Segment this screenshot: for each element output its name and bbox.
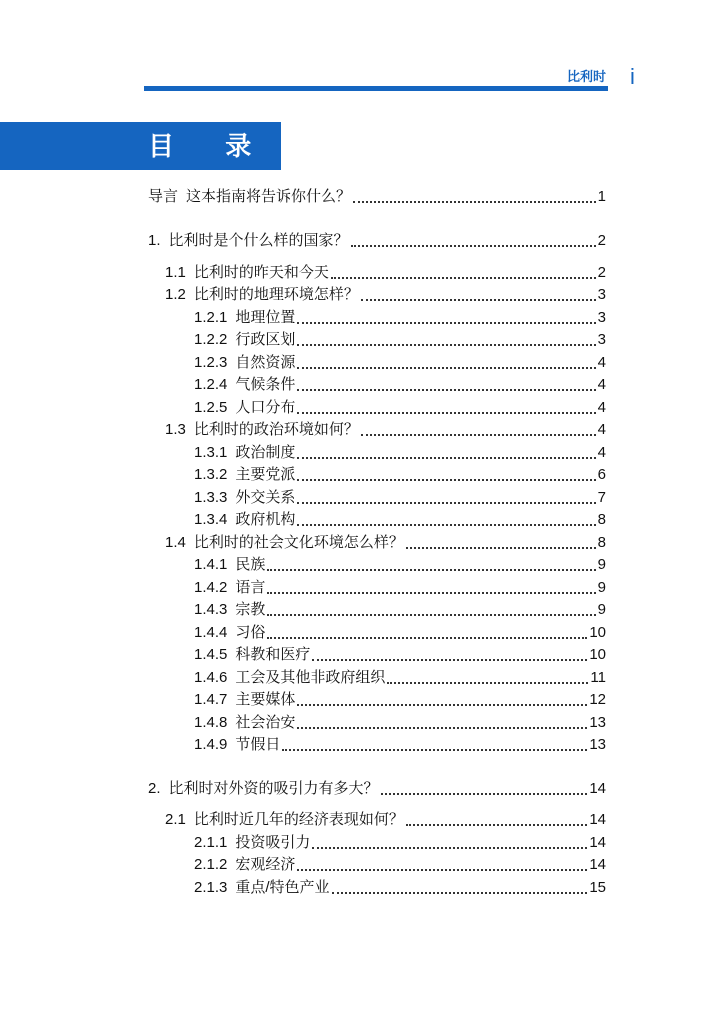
- toc-entry-title: 比利时的地理环境怎样？: [193, 286, 359, 303]
- toc-entry[interactable]: [194, 854, 606, 876]
- toc-leader: [297, 464, 595, 481]
- toc-entry-number: 1.4.9: [194, 736, 228, 753]
- toc-leader: [297, 712, 587, 729]
- toc-title: 目 录: [148, 131, 274, 161]
- toc-entry-number: 2.1.2: [194, 856, 228, 873]
- toc-leader: [267, 622, 587, 639]
- toc-entry[interactable]: [194, 712, 606, 734]
- toc-entry-title: 工会及其他非政府组织: [235, 669, 386, 686]
- toc-entry-title: 投资吸引力: [235, 834, 311, 851]
- toc-entry[interactable]: [194, 352, 606, 374]
- toc-entry-title: 比利时的昨天和今天: [193, 264, 329, 281]
- toc-leader: [297, 854, 587, 871]
- toc-entry-page: 4: [597, 399, 606, 416]
- toc-leader: [297, 374, 595, 391]
- toc-entry-title: 重点/特色产业: [235, 879, 330, 896]
- toc-entry-title: 比利时是个什么样的国家？: [168, 232, 349, 249]
- toc-entry-title: 比利时近几年的经济表现如何？: [193, 811, 404, 828]
- toc-entry-title: 外交关系: [235, 489, 296, 506]
- toc-entry-page: 8: [597, 511, 606, 528]
- toc-entry[interactable]: [194, 599, 606, 621]
- toc-entry-number: 1.4.6: [194, 669, 228, 686]
- toc-entry[interactable]: [194, 877, 606, 899]
- toc-entry[interactable]: [194, 644, 606, 666]
- toc-entry[interactable]: [165, 262, 606, 284]
- toc-entry-number: 1.4.8: [194, 714, 228, 731]
- toc-entry-number: 1.4.3: [194, 601, 228, 618]
- toc-leader: [332, 877, 588, 894]
- toc-entry-number: 1.: [148, 232, 161, 249]
- toc-leader: [297, 442, 595, 459]
- toc-leader: [267, 577, 595, 594]
- toc-entry[interactable]: [165, 284, 606, 306]
- toc-entry-title: 习俗: [235, 624, 266, 641]
- toc-entry[interactable]: [194, 734, 606, 756]
- toc-entry-number: 1.4.7: [194, 691, 228, 708]
- toc-entry-title: 人口分布: [235, 399, 296, 416]
- toc-entry-page: 1: [597, 188, 606, 205]
- toc-entry-page: 8: [597, 534, 606, 551]
- toc-entry-title: 地理位置: [235, 309, 296, 326]
- toc-entry-number: 1.4.1: [194, 556, 228, 573]
- toc-entry-title: 比利时的社会文化环境怎么样？: [193, 534, 404, 551]
- toc-leader: [361, 284, 596, 301]
- toc-entry[interactable]: [148, 230, 606, 252]
- toc-entry[interactable]: [194, 832, 606, 854]
- toc-entry-title: 政治制度: [235, 444, 296, 461]
- toc-entry-page: 13: [589, 714, 606, 731]
- toc-entry[interactable]: [194, 397, 606, 419]
- toc-entry-number: 1.3.1: [194, 444, 228, 461]
- toc-entry-page: 9: [597, 601, 606, 618]
- toc-entry-title: 这本指南将告诉你什么？: [186, 188, 352, 205]
- toc-entry[interactable]: [165, 809, 606, 831]
- toc-entry-page: 7: [597, 489, 606, 506]
- toc-entry[interactable]: [194, 554, 606, 576]
- toc-leader: [406, 532, 596, 549]
- toc-entry-title: 自然资源: [235, 354, 296, 371]
- toc-entry-number: 1.3.4: [194, 511, 228, 528]
- toc-entry-page: 4: [597, 421, 606, 438]
- toc-leader: [267, 599, 595, 616]
- toc-entry-number: 导言: [148, 188, 179, 205]
- running-header-title: 比利时: [566, 69, 606, 84]
- toc-entry-page: 13: [589, 736, 606, 753]
- toc-entry-title: 政府机构: [235, 511, 296, 528]
- toc-entry-title: 行政区划: [235, 331, 296, 348]
- toc-entry[interactable]: [194, 464, 606, 486]
- toc-entry-number: 1.4: [165, 534, 186, 551]
- toc-entry-page: 4: [597, 376, 606, 393]
- toc-entry-page: 10: [589, 624, 606, 641]
- toc-entry-title: 比利时的政治环境如何？: [193, 421, 359, 438]
- toc-leader: [406, 809, 587, 826]
- toc-entry-number: 1.3.2: [194, 466, 228, 483]
- toc-entry-page: 12: [589, 691, 606, 708]
- toc-leader: [381, 778, 588, 795]
- toc-entry-page: 6: [597, 466, 606, 483]
- toc-entry-page: 14: [589, 834, 606, 851]
- toc-entry-title: 语言: [235, 579, 266, 596]
- toc-entry-title: 气候条件: [235, 376, 296, 393]
- toc-entry-page: 14: [589, 856, 606, 873]
- toc-entry-page: 14: [589, 780, 606, 797]
- toc-entry-title: 宏观经济: [235, 856, 296, 873]
- toc-entry-title: 科教和医疗: [235, 646, 311, 663]
- toc-entry-number: 1.2.5: [194, 399, 228, 416]
- toc-entry-page: 3: [597, 286, 606, 303]
- toc-leader: [297, 307, 595, 324]
- toc-entry-number: 1.2: [165, 286, 186, 303]
- toc-entry[interactable]: [194, 329, 606, 351]
- toc-banner: [0, 122, 281, 170]
- toc-entry-number: 2.: [148, 780, 161, 797]
- toc-leader: [297, 397, 595, 414]
- toc-entry-number: 2.1.1: [194, 834, 228, 851]
- toc-entry-title: 社会治安: [235, 714, 296, 731]
- toc-leader: [312, 644, 587, 661]
- toc-entry[interactable]: [165, 532, 606, 554]
- toc-entry-title: 宗教: [235, 601, 266, 618]
- toc-entry-page: 4: [597, 444, 606, 461]
- toc-entry[interactable]: [194, 689, 606, 711]
- toc-entry-number: 1.4.5: [194, 646, 228, 663]
- toc-leader: [297, 329, 595, 346]
- toc-entry-number: 1.2.1: [194, 309, 228, 326]
- toc-leader: [297, 487, 595, 504]
- toc-entry-number: 2.1.3: [194, 879, 228, 896]
- toc-entry[interactable]: [194, 307, 606, 329]
- toc-entry-page: 9: [597, 556, 606, 573]
- toc-leader: [282, 734, 587, 751]
- toc-entry[interactable]: [194, 622, 606, 644]
- toc-entry-page: 10: [589, 646, 606, 663]
- toc-leader: [312, 832, 587, 849]
- toc-entry[interactable]: [194, 442, 606, 464]
- toc-entry-title: 比利时对外资的吸引力有多大？: [168, 780, 379, 797]
- toc-entry-number: 1.1: [165, 264, 186, 281]
- toc-leader: [267, 554, 595, 571]
- toc-entry[interactable]: [148, 778, 606, 800]
- toc-entry[interactable]: [194, 374, 606, 396]
- toc-leader: [297, 352, 595, 369]
- toc-entry-number: 1.4.4: [194, 624, 228, 641]
- toc-leader: [331, 262, 596, 279]
- toc-entry-number: 1.4.2: [194, 579, 228, 596]
- toc-leader: [297, 689, 587, 706]
- toc-leader: [297, 509, 595, 526]
- toc-entry-title: 主要媒体: [235, 691, 296, 708]
- toc-entry-title: 主要党派: [235, 466, 296, 483]
- toc-entry-number: 1.3.3: [194, 489, 228, 506]
- toc-entry[interactable]: [148, 186, 606, 208]
- toc-entry-page: 3: [597, 331, 606, 348]
- toc-entry[interactable]: [194, 667, 606, 689]
- toc-entry-page: 3: [597, 309, 606, 326]
- toc-entry-page: 11: [590, 669, 606, 686]
- toc-entry-number: 1.3: [165, 421, 186, 438]
- toc-entry[interactable]: [194, 509, 606, 531]
- toc-entry[interactable]: [194, 577, 606, 599]
- toc-entry[interactable]: [165, 419, 606, 441]
- toc-leader: [387, 667, 588, 684]
- toc-leader: [351, 230, 596, 247]
- header-rule: [144, 86, 608, 91]
- toc-entry-page: 14: [589, 811, 606, 828]
- toc-entry-number: 1.2.4: [194, 376, 228, 393]
- toc-entry-title: 民族: [235, 556, 266, 573]
- toc-entry-number: 2.1: [165, 811, 186, 828]
- toc-entry-page: 9: [597, 579, 606, 596]
- toc-entry-page: 4: [597, 354, 606, 371]
- page-number: i: [630, 64, 635, 89]
- toc-entry-number: 1.2.2: [194, 331, 228, 348]
- toc-entry-page: 15: [589, 879, 606, 896]
- toc-entry-title: 节假日: [235, 736, 281, 753]
- toc-leader: [361, 419, 596, 436]
- toc-entry[interactable]: [194, 487, 606, 509]
- toc-entry-page: 2: [597, 232, 606, 249]
- toc-entry-page: 2: [597, 264, 606, 281]
- toc-entry-number: 1.2.3: [194, 354, 228, 371]
- toc-leader: [353, 186, 596, 203]
